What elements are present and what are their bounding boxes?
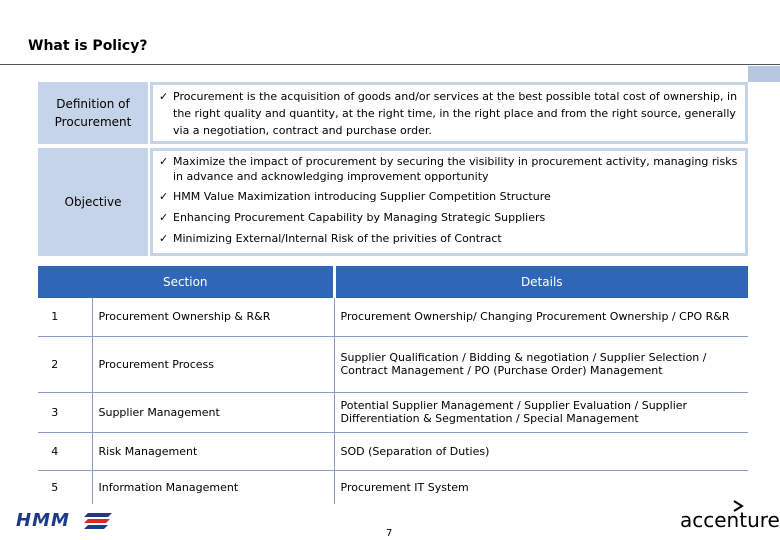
row-number: 2	[38, 336, 92, 392]
policy-table	[38, 266, 748, 504]
title-divider	[0, 64, 780, 65]
table-row	[38, 470, 748, 504]
objective-item-text: Enhancing Procurement Capability by Managing Strategic Suppliers	[173, 211, 546, 224]
definition-text: Procurement is the acquisition of goods and/or services at the best possible total cost of ownership, in the right quality and quantity, at the right time, in the right place and from the right source, generally via a negotiation, contract and purchase order.	[173, 90, 738, 137]
header-details: Details	[334, 266, 748, 298]
row-section: Information Management	[92, 470, 334, 504]
row-details: Supplier Qualification / Bidding & negotiation / Supplier Selection / Contract Management / PO (Purchase Order) Management	[334, 336, 748, 392]
title-accent-block	[748, 66, 780, 82]
header-section: Section	[38, 266, 334, 298]
definition-label-text: Definition of Procurement	[54, 97, 132, 129]
table-row	[38, 432, 748, 470]
row-details: Procurement Ownership/ Changing Procurement Ownership / CPO R&R	[334, 298, 748, 336]
check-icon: ✓	[159, 155, 169, 168]
objective-item-text: HMM Value Maximization introducing Supplier Competition Structure	[173, 190, 551, 203]
row-section: Supplier Management	[92, 392, 334, 432]
row-number: 5	[38, 470, 92, 504]
check-icon: ✓	[159, 211, 169, 224]
objective-item	[159, 154, 739, 184]
objective-item	[159, 210, 739, 225]
row-section: Procurement Ownership & R&R	[92, 298, 334, 336]
row-number: 4	[38, 432, 92, 470]
objective-label	[38, 148, 148, 256]
objective-item-text: Minimizing External/Internal Risk of the privities of Contract	[173, 232, 502, 245]
hmm-flag-icon	[84, 510, 114, 530]
hmm-logo: HMM	[16, 510, 70, 531]
definition-bullet	[159, 88, 739, 139]
row-number: 3	[38, 392, 92, 432]
page-number: 7	[386, 528, 393, 539]
row-number: 1	[38, 298, 92, 336]
row-section: Procurement Process	[92, 336, 334, 392]
row-details: Potential Supplier Management / Supplier Evaluation / Supplier Differentiation & Segmentation / Special Management	[334, 392, 748, 432]
check-icon: ✓	[159, 90, 169, 103]
objective-item-text: Maximize the impact of procurement by securing the visibility in procurement activity, managing risks in advance and acknowledging improvement opportunity	[173, 155, 738, 183]
row-section: Risk Management	[92, 432, 334, 470]
check-icon: ✓	[159, 190, 169, 203]
accenture-logo: accenture	[680, 508, 780, 532]
row-details: Procurement IT System	[340, 480, 469, 494]
table-row	[38, 392, 748, 432]
objective-content	[153, 151, 745, 253]
table-header-row	[38, 266, 748, 298]
check-icon: ✓	[159, 232, 169, 245]
definition-content	[153, 85, 745, 141]
objective-item	[159, 189, 739, 204]
objective-label-text: Objective	[64, 195, 122, 209]
row-details: SOD (Separation of Duties)	[334, 432, 748, 470]
objective-item	[159, 231, 739, 246]
objective-panel	[150, 148, 748, 256]
definition-panel	[150, 82, 748, 144]
table-row	[38, 336, 748, 392]
table-row	[38, 298, 748, 336]
definition-label	[38, 82, 148, 144]
page-title: What is Policy?	[28, 38, 148, 54]
